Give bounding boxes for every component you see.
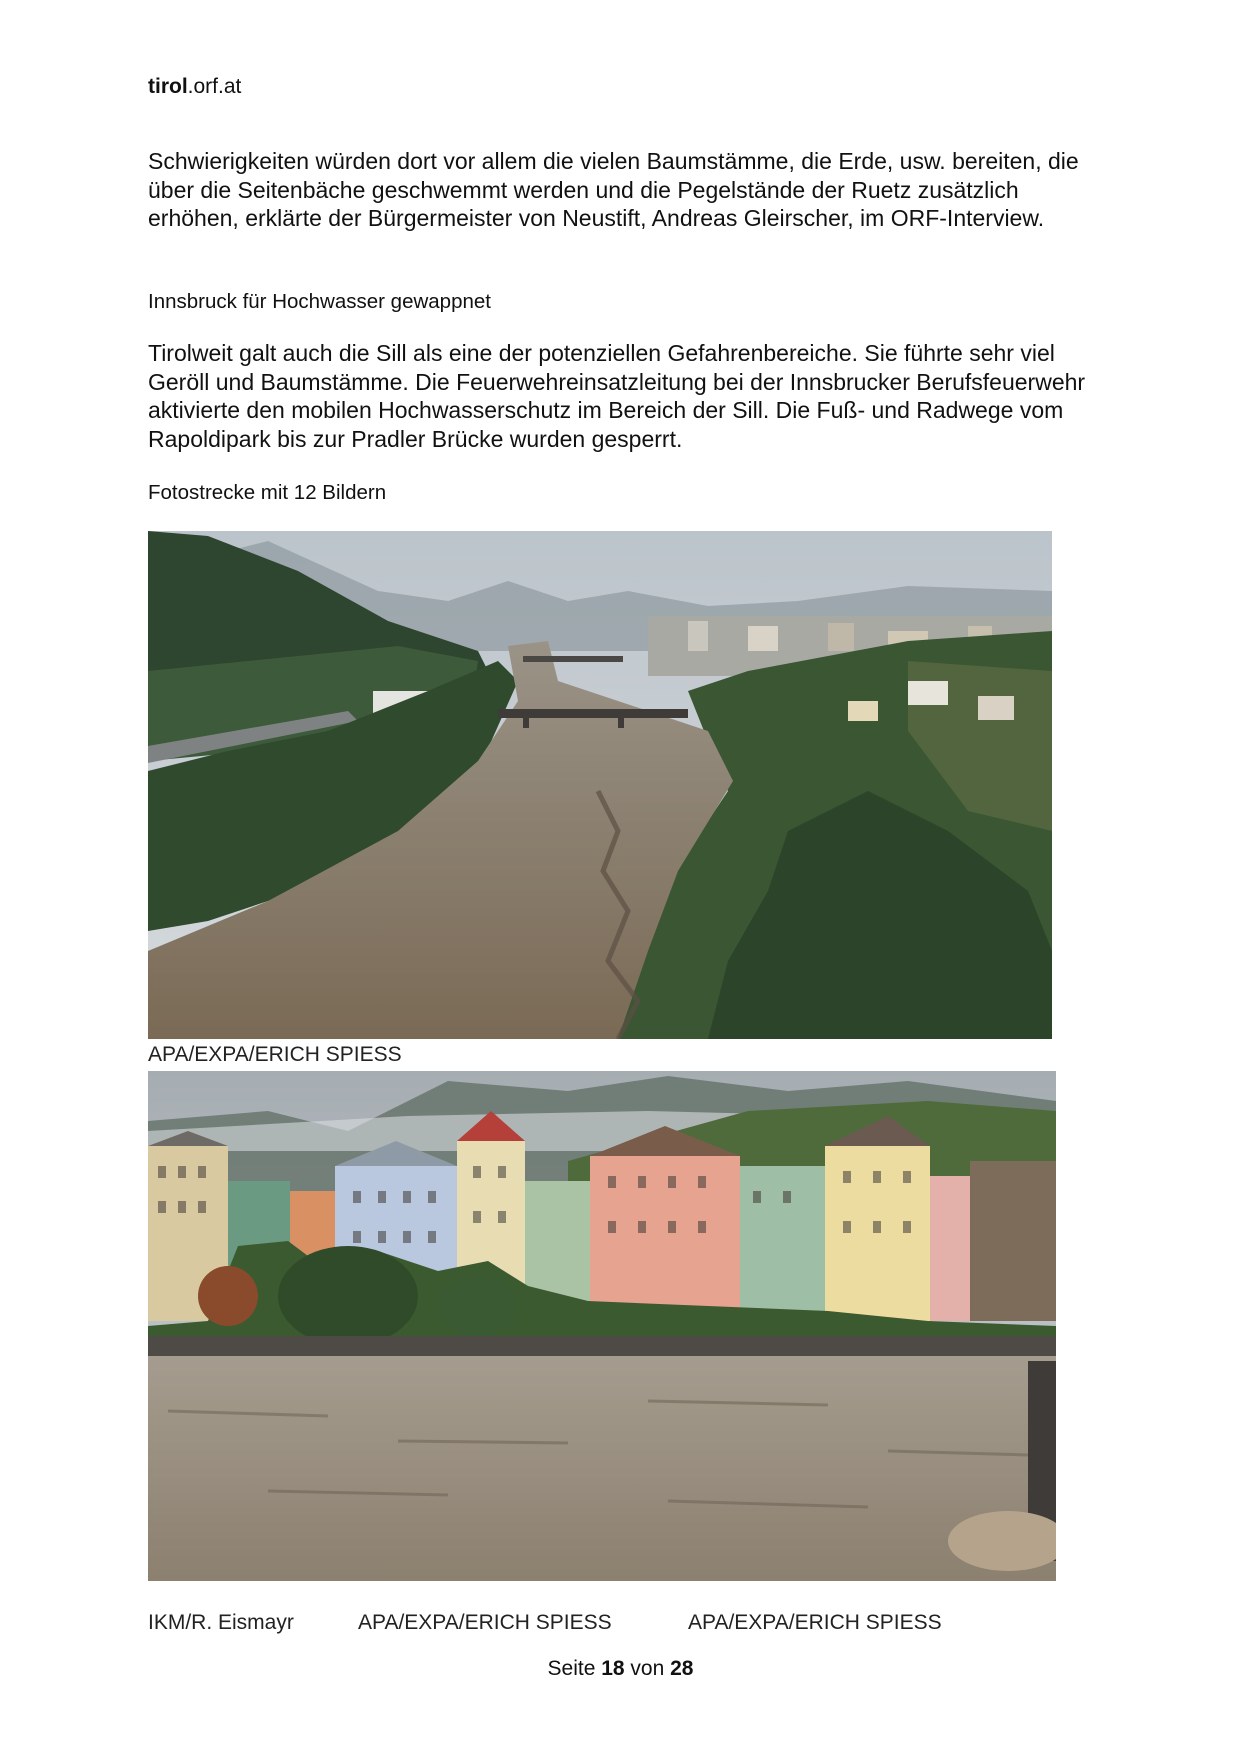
photo-credit-2: APA/EXPA/ERICH SPIESS xyxy=(358,1611,612,1634)
site-header xyxy=(148,74,241,100)
current-page: 18 xyxy=(601,1657,625,1680)
page-separator: von xyxy=(624,1657,671,1680)
photo-1-caption: APA/EXPA/ERICH SPIESS xyxy=(148,1043,402,1066)
article-paragraph-2: Tirolweit galt auch die Sill als eine der potenziellen Gefahrenbereiche. Sie führte sehr viel Geröll und Baumstämme. Die Feuerwehreinsatzleitung bei der Innsbrucker Berufsfeuerwehr aktivierte den mobilen Hochwasserschutz im Bereich der Sill. Die Fuß- und Radwege vom Rapoldipark bis zur Pradler Brücke wurden gesperrt. xyxy=(148,340,1086,452)
innsbruck-houses-flood-photo xyxy=(148,1071,1056,1581)
photo-credit-3: APA/EXPA/ERICH SPIESS xyxy=(688,1611,942,1634)
photo-credit-1: IKM/R. Eismayr xyxy=(148,1611,294,1634)
total-pages: 28 xyxy=(670,1657,694,1680)
page-number xyxy=(0,1656,1241,1682)
page-prefix: Seite xyxy=(547,1657,602,1680)
gallery-heading: Fotostrecke mit 12 Bildern xyxy=(148,481,387,504)
article-paragraph-1: Schwierigkeiten würden dort vor allem die vielen Baumstämme, die Erde, usw. bereiten, die über die Seitenbäche geschwemmt werden und die Pegelstände der Ruetz zusätzlich erhöhen, erklärte der Bürgermeister von Neustift, Andreas Gleirscher, im ORF-Interview. xyxy=(148,148,1079,232)
article-subheading-1: Innsbruck für Hochwasser gewappnet xyxy=(148,290,491,313)
flood-river-photo xyxy=(148,531,1052,1039)
site-brand-domain: .orf.at xyxy=(187,75,242,98)
site-brand-bold: tirol xyxy=(148,75,188,98)
